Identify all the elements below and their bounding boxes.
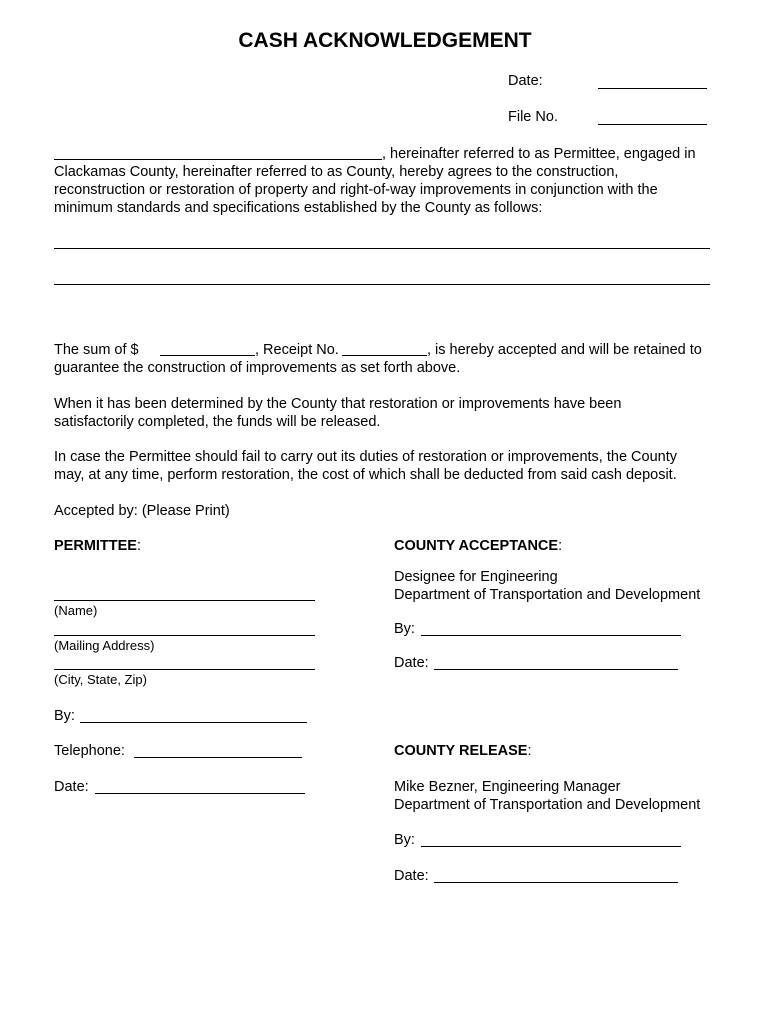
county-release-by-label: By:: [394, 832, 415, 848]
default-paragraph-line-1: In case the Permittee should fail to carry out its duties of restoration or improvements, the County: [54, 449, 677, 465]
specification-line-2[interactable]: [54, 284, 710, 285]
specification-line-1[interactable]: [54, 248, 710, 249]
date-label: Date:: [508, 73, 543, 89]
county-release-date-line[interactable]: [434, 882, 678, 883]
permittee-heading: [54, 537, 141, 555]
county-acceptance-heading-text: COUNTY ACCEPTANCE: [394, 538, 559, 554]
county-acceptance-by-line[interactable]: [421, 635, 681, 636]
sum-line-2: guarantee the construction of improvements as set forth above.: [54, 360, 461, 376]
permittee-heading-colon: :: [136, 538, 142, 554]
county-release-heading-colon: :: [527, 743, 532, 759]
release-paragraph-line-1: When it has been determined by the County that restoration or improvements have been: [54, 396, 622, 412]
permittee-telephone-line[interactable]: [134, 757, 302, 758]
receipt-label: , Receipt No.: [255, 342, 339, 358]
county-release-by-line[interactable]: [421, 846, 681, 847]
county-release-heading-text: COUNTY RELEASE: [394, 743, 528, 759]
sum-label: The sum of $: [54, 342, 139, 358]
permittee-city-line[interactable]: [54, 669, 315, 670]
permittee-heading-text: PERMITTEE: [54, 538, 137, 554]
county-acceptance-date-label: Date:: [394, 655, 429, 671]
permittee-name-line[interactable]: [54, 600, 315, 601]
sum-line-1-end: , is hereby accepted and will be retained to: [427, 342, 702, 358]
county-release-heading: [394, 742, 532, 760]
county-acceptance-date-line[interactable]: [434, 669, 678, 670]
permittee-name-label: (Name): [54, 603, 98, 618]
permittee-name-field-line[interactable]: [54, 159, 382, 160]
county-release-line-1: Mike Bezner, Engineering Manager: [394, 779, 621, 795]
county-acceptance-by-label: By:: [394, 621, 415, 637]
receipt-no-field-line[interactable]: [342, 355, 427, 356]
county-release-line-2: Department of Transportation and Development: [394, 797, 701, 813]
permittee-city-label: (City, State, Zip): [54, 672, 147, 687]
intro-line-4: minimum standards and specifications established by the County as follows:: [54, 200, 543, 216]
county-acceptance-heading-colon: :: [558, 538, 563, 554]
file-no-label: File No.: [508, 109, 558, 125]
county-acceptance-line-2: Department of Transportation and Development: [394, 587, 701, 603]
permittee-address-line[interactable]: [54, 635, 315, 636]
date-field-line[interactable]: [598, 88, 707, 89]
permittee-by-label: By:: [54, 708, 75, 724]
file-no-field-line[interactable]: [598, 124, 707, 125]
permittee-telephone-label: Telephone:: [54, 743, 125, 759]
permittee-date-line[interactable]: [95, 793, 305, 794]
sum-amount-field-line[interactable]: [160, 355, 255, 356]
intro-line-2: Clackamas County, hereinafter referred to as County, hereby agrees to the construction,: [54, 164, 619, 180]
release-paragraph-line-2: satisfactorily completed, the funds will be released.: [54, 414, 381, 430]
permittee-by-line[interactable]: [80, 722, 307, 723]
county-release-date-label: Date:: [394, 868, 429, 884]
intro-line-1: , hereinafter referred to as Permittee, engaged in: [382, 146, 696, 162]
document-title: CASH ACKNOWLEDGEMENT: [238, 29, 532, 52]
permittee-date-label: Date:: [54, 779, 89, 795]
intro-line-3: reconstruction or restoration of property and right-of-way improvements in conjunction with the: [54, 182, 658, 198]
county-acceptance-line-1: Designee for Engineering: [394, 569, 558, 585]
accepted-by-label: Accepted by: (Please Print): [54, 503, 230, 519]
permittee-address-label: (Mailing Address): [54, 638, 155, 653]
default-paragraph-line-2: may, at any time, perform restoration, the cost of which shall be deducted from said cash deposit.: [54, 467, 677, 483]
county-acceptance-heading: [394, 537, 562, 555]
